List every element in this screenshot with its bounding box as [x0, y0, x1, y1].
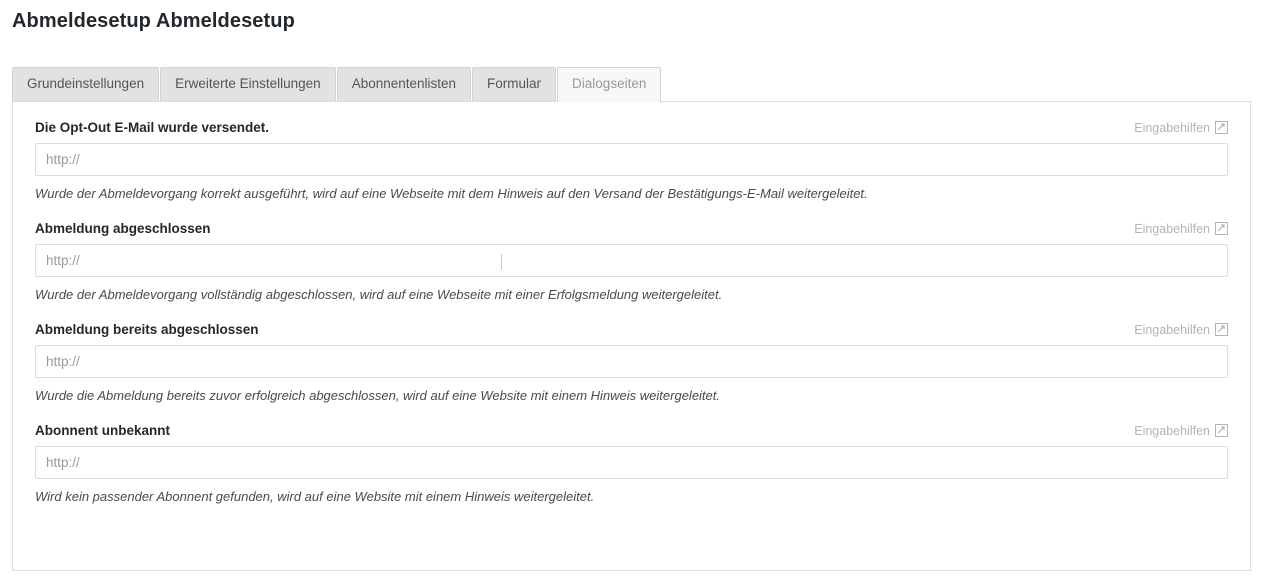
eingabehilfen-link-1[interactable] — [1134, 121, 1228, 135]
field-header — [35, 120, 1228, 135]
field-label: Abmeldung abgeschlossen — [35, 221, 211, 236]
field-description: Wird kein passender Abonnent gefunden, wird auf eine Website mit einem Hinweis weitergeleitet. — [35, 489, 595, 504]
field-abmeldung-abgeschlossen — [35, 221, 1228, 304]
field-label: Abonnent unbekannt — [35, 423, 170, 438]
tab-abonnentenlisten[interactable]: Abonnentenlisten — [337, 67, 471, 101]
field-header — [35, 221, 1228, 236]
eingabehilfen-label: Eingabehilfen — [1134, 120, 1210, 135]
url-input-abmeldung-bereits-abgeschlossen[interactable] — [35, 345, 1228, 378]
tab-grundeinstellungen[interactable]: Grundeinstellungen — [12, 67, 159, 101]
insert-field-icon — [1215, 222, 1228, 235]
eingabehilfen-label: Eingabehilfen — [1134, 221, 1210, 236]
url-input-optout-email-sent[interactable] — [35, 143, 1228, 176]
field-description: Wurde die Abmeldung bereits zuvor erfolgreich abgeschlossen, wird auf eine Website mit einem Hinweis weitergeleitet. — [35, 388, 721, 403]
tab-dialogseiten[interactable]: Dialogseiten — [557, 67, 661, 102]
field-header — [35, 423, 1228, 438]
url-input-abonnent-unbekannt[interactable] — [35, 446, 1228, 479]
field-abonnent-unbekannt — [35, 423, 1228, 506]
field-label: Abmeldung bereits abgeschlossen — [35, 322, 259, 337]
tab-erweiterte-einstellungen[interactable]: Erweiterte Einstellungen — [160, 67, 336, 101]
tab-formular[interactable]: Formular — [472, 67, 556, 101]
eingabehilfen-link-4[interactable] — [1134, 424, 1228, 438]
field-description: Wurde der Abmeldevorgang vollständig abgeschlossen, wird auf eine Webseite mit einer Erfolgsmeldung weitergeleitet. — [35, 287, 723, 302]
insert-field-icon — [1215, 121, 1228, 134]
field-label: Die Opt-Out E-Mail wurde versendet. — [35, 120, 270, 135]
page-title: Abmeldesetup Abmeldesetup — [12, 10, 295, 32]
field-abmeldung-bereits-abgeschlossen — [35, 322, 1228, 405]
eingabehilfen-link-3[interactable] — [1134, 323, 1228, 337]
dialogseiten-panel — [12, 101, 1251, 571]
field-optout-email-sent — [35, 120, 1228, 203]
eingabehilfen-link-2[interactable] — [1134, 222, 1228, 236]
field-description: Wurde der Abmeldevorgang korrekt ausgeführt, wird auf eine Webseite mit dem Hinweis auf den Versand der Bestätigungs-E-Mail weitergeleitet. — [35, 186, 868, 201]
eingabehilfen-label: Eingabehilfen — [1134, 322, 1210, 337]
url-input-abmeldung-abgeschlossen[interactable] — [35, 244, 1228, 277]
field-header — [35, 322, 1228, 337]
insert-field-icon — [1215, 424, 1228, 437]
insert-field-icon — [1215, 323, 1228, 336]
text-cursor — [501, 254, 502, 270]
eingabehilfen-label: Eingabehilfen — [1134, 423, 1210, 438]
tab-bar — [12, 65, 1263, 101]
